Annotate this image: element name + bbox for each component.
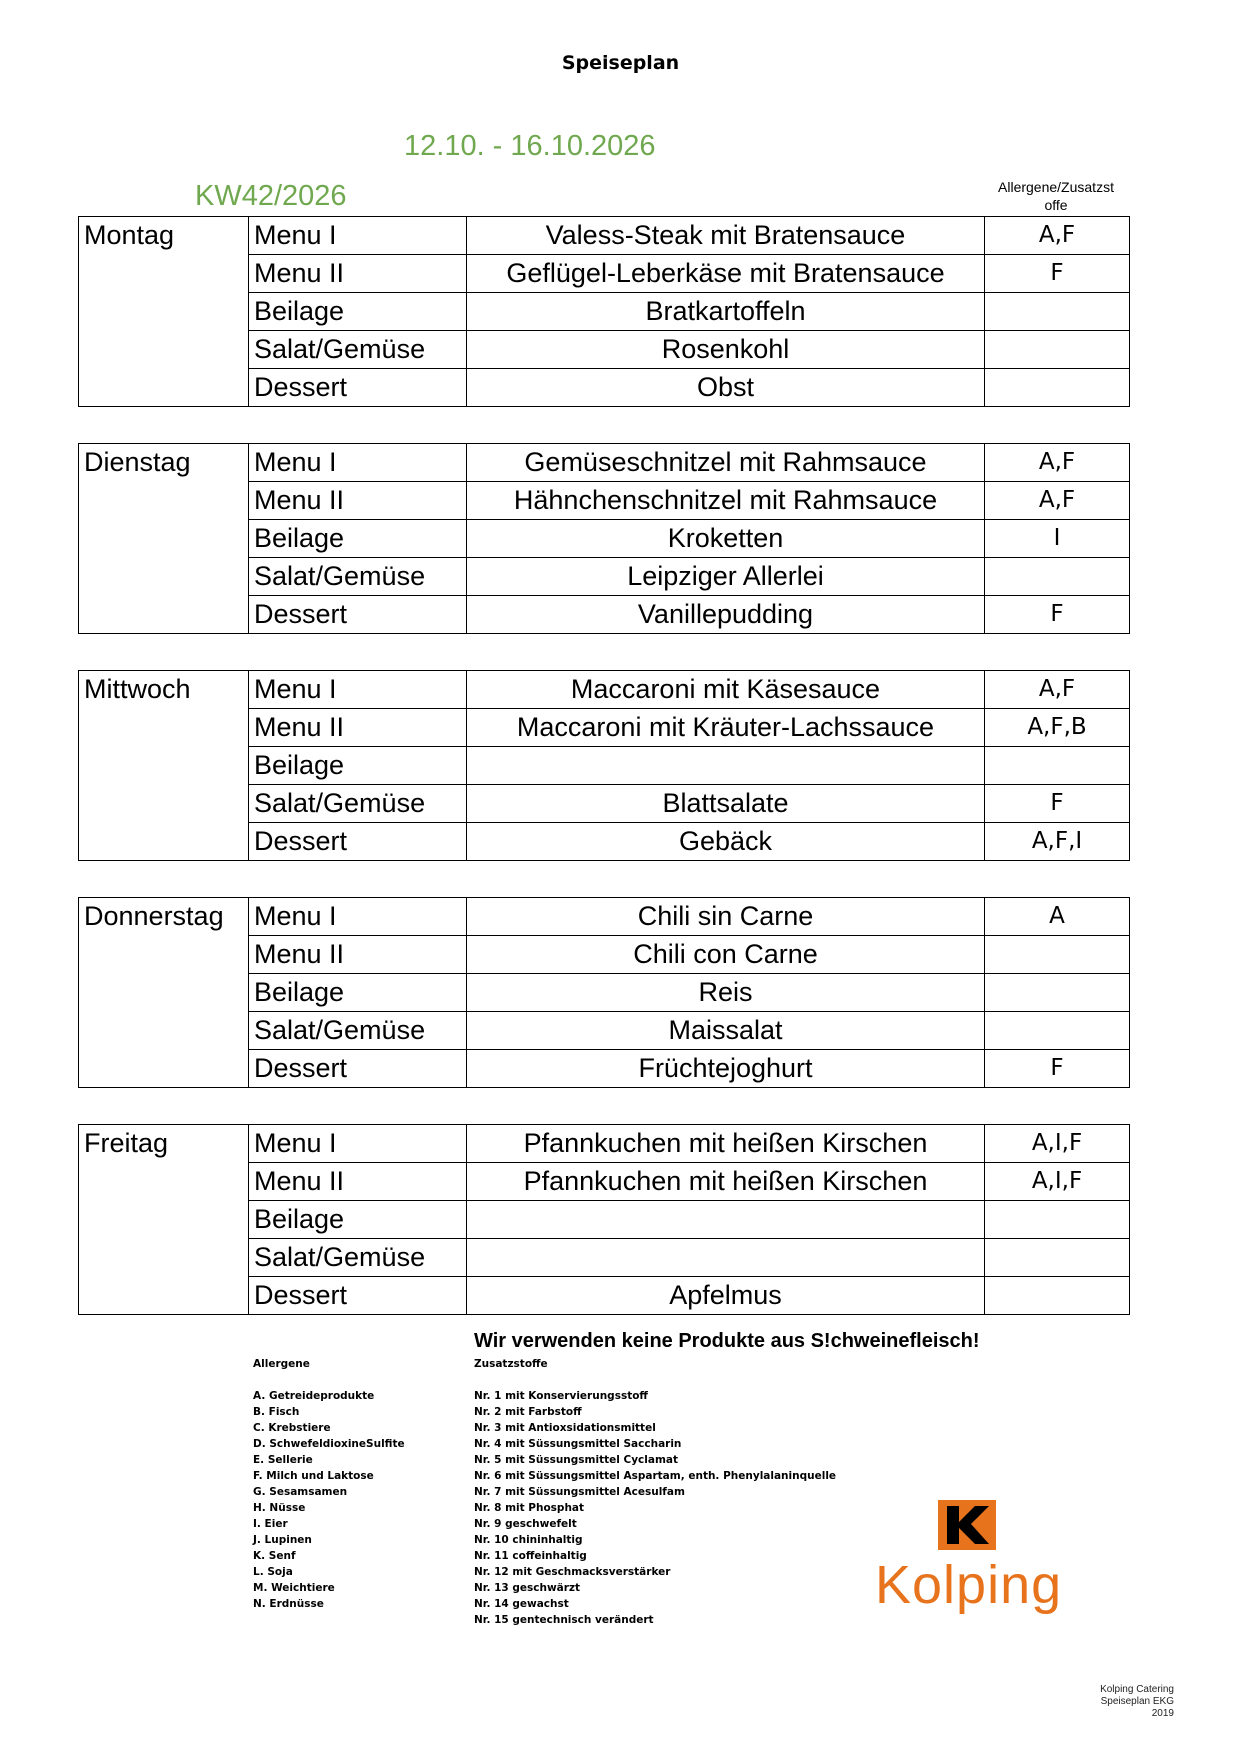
allergen-codes [985,369,1130,407]
day-table-donnerstag [78,897,1130,1088]
dish-name: Gebäck [467,823,985,861]
allergen-codes: A,F [985,671,1130,709]
allergen-codes [985,974,1130,1012]
list-item: I. Eier [253,1518,288,1530]
table-row [79,671,1130,709]
dish-name: Maccaroni mit Kräuter-Lachssauce [467,709,985,747]
menu-category: Beilage [249,520,467,558]
allergen-codes [985,331,1130,369]
additive-list [474,1388,836,1628]
menu-category: Menu I [249,671,467,709]
list-item: Nr. 13 geschwärzt [474,1582,581,1594]
footer [1050,1684,1174,1720]
menu-category: Dessert [249,369,467,407]
list-item: Nr. 14 gewachst [474,1598,569,1610]
menu-category: Dessert [249,1050,467,1088]
menu-category: Menu II [249,1163,467,1201]
menu-category: Menu II [249,709,467,747]
dish-name: Hähnchenschnitzel mit Rahmsauce [467,482,985,520]
menu-category: Dessert [249,823,467,861]
additive-legend [474,1356,836,1628]
day-name: Dienstag [79,444,249,634]
list-item: K. Senf [253,1550,296,1562]
list-item: Nr. 3 mit Antioxsidationsmittel [474,1422,656,1434]
list-item: Nr. 1 mit Konservierungsstoff [474,1390,648,1402]
menu-category: Menu I [249,898,467,936]
allergen-codes: F [985,255,1130,293]
list-item: J. Lupinen [253,1534,312,1546]
allergen-codes: F [985,596,1130,634]
allergen-codes: A,F,I [985,823,1130,861]
list-item: M. Weichtiere [253,1582,335,1594]
table-row [79,217,1130,255]
allergen-codes: F [985,1050,1130,1088]
dish-name: Obst [467,369,985,407]
list-item: E. Sellerie [253,1454,313,1466]
allergen-list [253,1388,405,1612]
list-item: Nr. 10 chininhaltig [474,1534,583,1546]
allergen-codes: I [985,520,1130,558]
list-item: N. Erdnüsse [253,1598,324,1610]
list-item: F. Milch und Laktose [253,1470,374,1482]
dish-name: Pfannkuchen mit heißen Kirschen [467,1125,985,1163]
day-table-freitag [78,1124,1130,1315]
day-name: Donnerstag [79,898,249,1088]
additive-legend-title: Zusatzstoffe [474,1358,548,1370]
dish-name: Früchtejoghurt [467,1050,985,1088]
dish-name: Kroketten [467,520,985,558]
menu-category: Salat/Gemüse [249,785,467,823]
menu-category: Menu II [249,255,467,293]
footer-line: 2019 [1151,1708,1174,1719]
date-range: 12.10. - 16.10.2026 [404,130,656,162]
allergen-codes [985,293,1130,331]
dish-name [467,747,985,785]
day-name: Freitag [79,1125,249,1315]
table-row [79,898,1130,936]
dish-name: Bratkartoffeln [467,293,985,331]
allergen-codes: A,I,F [985,1125,1130,1163]
allergen-codes [985,1277,1130,1315]
menu-category: Menu II [249,936,467,974]
list-item: G. Sesamsamen [253,1486,348,1498]
dish-name: Apfelmus [467,1277,985,1315]
list-item: Nr. 2 mit Farbstoff [474,1406,582,1418]
table-row [79,444,1130,482]
day-table-montag [78,216,1130,407]
dish-name: Geflügel-Leberkäse mit Bratensauce [467,255,985,293]
menu-category: Dessert [249,1277,467,1315]
menu-category: Salat/Gemüse [249,1239,467,1277]
footer-line: Speiseplan EKG [1100,1696,1174,1707]
list-item: Nr. 15 gentechnisch verändert [474,1614,654,1626]
allergen-legend [253,1356,405,1612]
menu-category: Salat/Gemüse [249,331,467,369]
allergen-codes: A,F [985,482,1130,520]
allergen-codes: A,I,F [985,1163,1130,1201]
menu-category: Salat/Gemüse [249,1012,467,1050]
list-item: Nr. 8 mit Phosphat [474,1502,585,1514]
menu-category: Menu II [249,482,467,520]
list-item: Nr. 7 mit Süssungsmittel Acesulfam [474,1486,685,1498]
dish-name: Valess-Steak mit Bratensauce [467,217,985,255]
list-item: Nr. 12 mit Geschmacksverstärker [474,1566,671,1578]
allergen-codes: A [985,898,1130,936]
menu-category: Salat/Gemüse [249,558,467,596]
allergen-codes [985,936,1130,974]
dish-name: Blattsalate [467,785,985,823]
list-item: Nr. 9 geschwefelt [474,1518,577,1530]
menu-category: Beilage [249,293,467,331]
allergen-codes: F [985,785,1130,823]
menu-category: Beilage [249,1201,467,1239]
allergen-column-header: Allergene/Zusatzst offe [998,179,1114,213]
dish-name [467,1201,985,1239]
list-item: H. Nüsse [253,1502,306,1514]
dish-name: Reis [467,974,985,1012]
dish-name: Rosenkohl [467,331,985,369]
dish-name: Maissalat [467,1012,985,1050]
pork-notice: Wir verwenden keine Produkte aus S!chweinefleisch! [474,1330,980,1352]
allergen-codes [985,747,1130,785]
kolping-wordmark: Kolping [875,1555,1063,1615]
dish-name: Leipziger Allerlei [467,558,985,596]
list-item: A. Getreideprodukte [253,1390,375,1402]
list-item: D. SchwefeldioxineSulfite [253,1438,405,1450]
dish-name: Gemüseschnitzel mit Rahmsauce [467,444,985,482]
list-item: Nr. 5 mit Süssungsmittel Cyclamat [474,1454,679,1466]
kolping-logo [875,1500,1095,1620]
allergen-codes: A,F [985,444,1130,482]
list-item: L. Soja [253,1566,293,1578]
day-table-mittwoch [78,670,1130,861]
menu-category: Menu I [249,217,467,255]
allergen-codes: A,F [985,217,1130,255]
dish-name: Maccaroni mit Käsesauce [467,671,985,709]
calendar-week: KW42/2026 [195,180,347,212]
page-title: Speiseplan [561,52,680,74]
list-item: Nr. 6 mit Süssungsmittel Aspartam, enth. Phenylalaninquelle [474,1470,837,1482]
allergen-codes [985,1012,1130,1050]
menu-category: Dessert [249,596,467,634]
table-row [79,1125,1130,1163]
dish-name [467,1239,985,1277]
dish-name: Vanillepudding [467,596,985,634]
list-item: Nr. 11 coffeinhaltig [474,1550,587,1562]
list-item: B. Fisch [253,1406,300,1418]
footer-line: Kolping Catering [1100,1684,1174,1695]
day-name: Montag [79,217,249,407]
menu-category: Menu I [249,1125,467,1163]
allergen-codes [985,1239,1130,1277]
menu-category: Beilage [249,747,467,785]
day-table-dienstag [78,443,1130,634]
dish-name: Chili sin Carne [467,898,985,936]
allergen-codes [985,558,1130,596]
list-item: Nr. 4 mit Süssungsmittel Saccharin [474,1438,682,1450]
day-name: Mittwoch [79,671,249,861]
list-item: C. Krebstiere [253,1422,331,1434]
menu-category: Beilage [249,974,467,1012]
allergen-legend-title: Allergene [253,1358,310,1370]
dish-name: Chili con Carne [467,936,985,974]
allergen-codes [985,1201,1130,1239]
dish-name: Pfannkuchen mit heißen Kirschen [467,1163,985,1201]
allergen-codes: A,F,B [985,709,1130,747]
menu-category: Menu I [249,444,467,482]
